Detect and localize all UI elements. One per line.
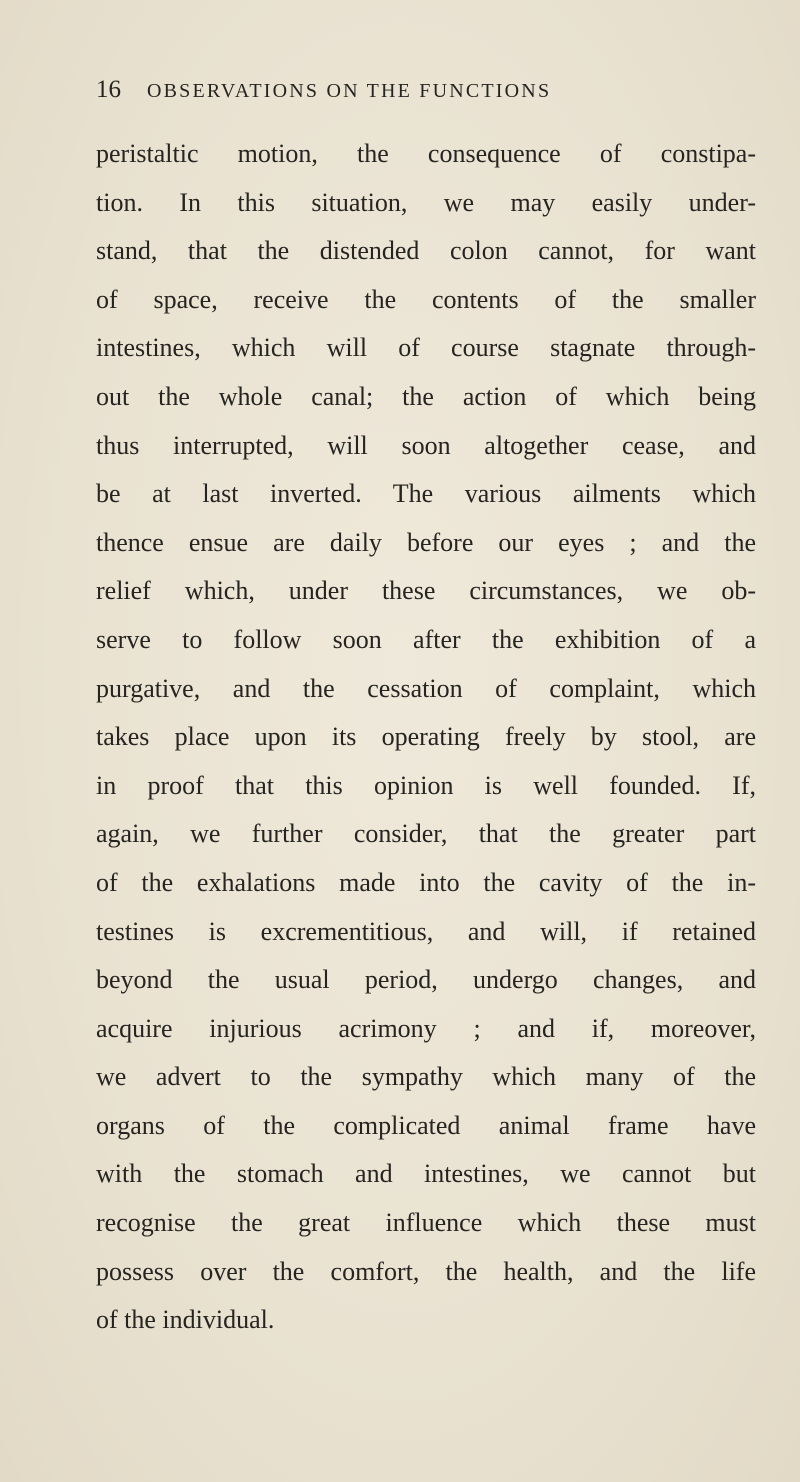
text-line: thence ensue are daily before our eyes ; and the	[96, 527, 756, 557]
text-line: again, we further consider, that the greater part	[96, 819, 756, 849]
text-line: peristaltic motion, the consequence of constipa-	[96, 139, 756, 168]
text-line: thus interrupted, will soon altogether cease, and	[96, 430, 756, 460]
page-header	[96, 76, 736, 116]
body-paragraph	[96, 130, 756, 1345]
text-line: intestines, which will of course stagnate through-	[96, 333, 756, 363]
text-line: beyond the usual period, undergo changes, and	[96, 965, 756, 995]
text-line: serve to follow soon after the exhibition of a	[96, 624, 756, 654]
text-line: be at last inverted. The various ailments which	[96, 479, 756, 509]
text-line: of space, receive the contents of the smaller	[96, 284, 756, 314]
text-line: possess over the comfort, the health, and the life	[96, 1256, 756, 1286]
text-line: we advert to the sympathy which many of the	[96, 1062, 756, 1092]
text-line: acquire injurious acrimony ; and if, moreover,	[96, 1013, 756, 1043]
text-line-last: of the individual.	[96, 1305, 275, 1335]
text-line: organs of the complicated animal frame have	[96, 1110, 756, 1140]
text-line: tion. In this situation, we may easily under-	[96, 187, 756, 217]
running-head: OBSERVATIONS ON THE FUNCTIONS	[147, 80, 552, 102]
text-line: relief which, under these circumstances, we ob-	[96, 576, 756, 606]
text-line: testines is excrementitious, and will, if retained	[96, 916, 756, 946]
text-line: out the whole canal; the action of which being	[96, 381, 756, 411]
text-line: stand, that the distended colon cannot, for want	[96, 236, 756, 266]
text-line: with the stomach and intestines, we cannot but	[96, 1159, 756, 1189]
page-number: 16	[96, 76, 121, 103]
text-line: in proof that this opinion is well founded. If,	[96, 770, 756, 800]
text-line: recognise the great influence which these must	[96, 1208, 756, 1238]
text-line: takes place upon its operating freely by stool, are	[96, 722, 756, 752]
text-line: purgative, and the cessation of complaint, which	[96, 673, 756, 703]
text-line: of the exhalations made into the cavity of the in-	[96, 867, 756, 897]
